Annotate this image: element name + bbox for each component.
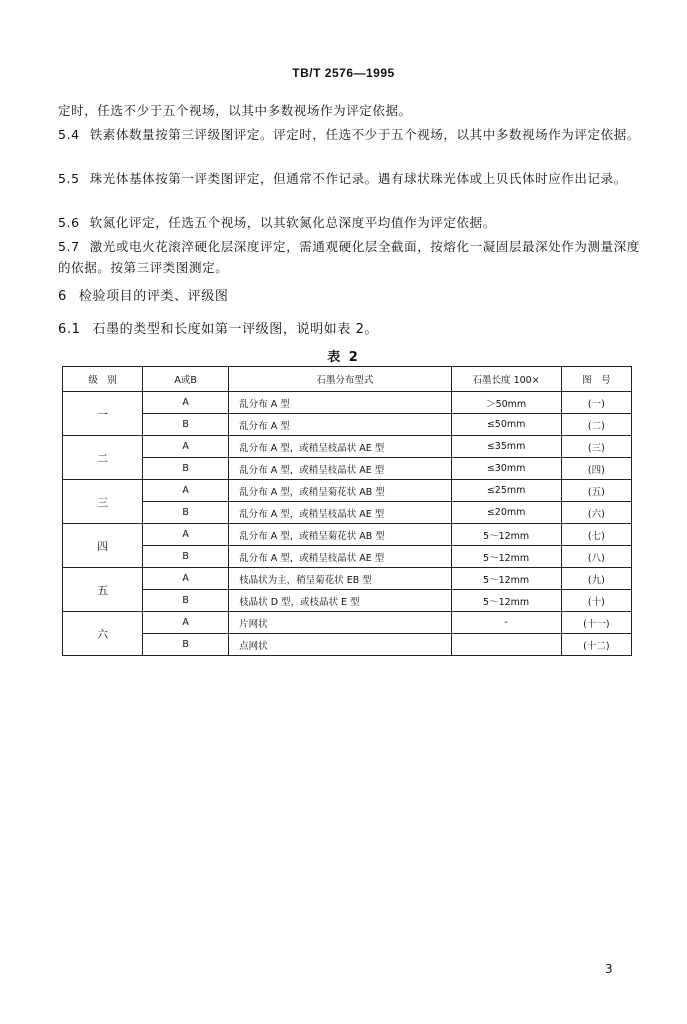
paragraph-number: 5.6 [58,215,80,230]
type-cell: A [143,568,229,590]
type-cell: A [143,524,229,546]
length-cell: 5～12mm [451,568,561,590]
figure-cell: (九) [561,568,631,590]
page-number: 3 [605,962,613,976]
graphite-table [62,366,632,656]
type-cell: B [143,590,229,612]
table-row [63,502,632,524]
length-cell: 5～12mm [451,524,561,546]
paragraph-number: 5.7 [58,239,80,254]
header-figure-no: 图 号 [561,367,631,392]
type-cell: B [143,502,229,524]
grade-cell: 一 [63,392,143,436]
length-cell [451,634,561,656]
paragraph-5-4 [58,124,640,145]
distribution-cell: 点网状 [229,634,451,656]
header-a-or-b: A或B [143,367,229,392]
paragraph-text: 激光或电火花滚淬硬化层深度评定，需通观硬化层全截面，按熔化一凝固层最深处作为测量深度的依据。按第三评类图测定。 [58,239,640,275]
figure-cell: (一) [561,392,631,414]
paragraph-text: 珠光体基体按第一评类图评定，但通常不作记录。遇有球状珠光体或上贝氏体时应作出记录。 [89,171,627,186]
table-row [63,634,632,656]
table-row [63,546,632,568]
table-row [63,458,632,480]
grade-cell: 四 [63,524,143,568]
section-text: 石墨的类型和长度如第一评级图，说明如表 2。 [92,322,379,337]
distribution-cell: 乱分布 A 型 [229,414,451,436]
distribution-cell: 乱分布 A 型，或稍呈枝晶状 AE 型 [229,546,451,568]
table-row [63,590,632,612]
distribution-cell: 乱分布 A 型，或稍呈枝晶状 AE 型 [229,458,451,480]
table-row [63,436,632,458]
distribution-cell: 乱分布 A 型，或稍呈枝晶状 AE 型 [229,436,451,458]
length-cell: ≤25mm [451,480,561,502]
grade-cell: 六 [63,612,143,656]
grade-cell: 五 [63,568,143,612]
header-grade: 级 别 [63,367,143,392]
type-cell: B [143,414,229,436]
paragraph-5-5 [58,168,640,189]
distribution-cell: 乱分布 A 型，或稍呈菊花状 AB 型 [229,480,451,502]
paragraph-5-6 [58,212,640,233]
grade-cell: 三 [63,480,143,524]
section-title: 检验项目的评类、评级图 [78,289,229,304]
section-number: 6 [58,289,67,304]
table-header-row [63,367,632,392]
section-6-heading [58,287,228,307]
table-row [63,568,632,590]
figure-cell: (五) [561,480,631,502]
grade-cell: 二 [63,436,143,480]
section-number: 6.1 [58,322,81,337]
distribution-cell: 乱分布 A 型，或稍呈枝晶状 AE 型 [229,502,451,524]
distribution-cell: 片网状 [229,612,451,634]
header-distribution: 石墨分布型式 [229,367,451,392]
distribution-cell: 乱分布 A 型，或稍呈菊花状 AB 型 [229,524,451,546]
type-cell: A [143,436,229,458]
table-row [63,524,632,546]
table-caption: 表 2 [327,350,360,365]
figure-cell: (二) [561,414,631,436]
distribution-cell: 枝晶状为主，稍呈菊花状 EB 型 [229,568,451,590]
figure-cell: (六) [561,502,631,524]
length-cell: 5～12mm [451,590,561,612]
length-cell: ≤20mm [451,502,561,524]
type-cell: A [143,612,229,634]
type-cell: A [143,392,229,414]
length-cell: ＞50mm [451,392,561,414]
length-cell: ≤35mm [451,436,561,458]
paragraph-continued [58,100,640,121]
length-cell: ≤30mm [451,458,561,480]
figure-cell: (十) [561,590,631,612]
paragraph-text: 软氮化评定，任选五个视场，以其软氮化总深度平均值作为评定依据。 [89,215,496,230]
page-header: TB/T 2576—1995 [292,66,395,80]
header-length: 石墨长度 100× [451,367,561,392]
figure-cell: (三) [561,436,631,458]
distribution-cell: 乱分布 A 型 [229,392,451,414]
figure-cell: (十二) [561,634,631,656]
paragraph-number: 5.4 [58,127,80,142]
section-6-1 [58,320,378,340]
distribution-cell: 枝晶状 D 型，或枝晶状 E 型 [229,590,451,612]
type-cell: B [143,634,229,656]
length-cell: 5～12mm [451,546,561,568]
length-cell: ≤50mm [451,414,561,436]
paragraph-text: 铁素体数量按第三评级图评定。评定时，任选不少于五个视场，以其中多数视场作为评定依据。 [89,127,640,142]
table-row [63,480,632,502]
type-cell: B [143,458,229,480]
paragraph-5-7 [58,236,640,278]
figure-cell: (七) [561,524,631,546]
paragraph-text: 定时，任选不少于五个视场，以其中多数视场作为评定依据。 [58,103,412,118]
type-cell: A [143,480,229,502]
table-row [63,392,632,414]
figure-cell: (八) [561,546,631,568]
table-row [63,414,632,436]
figure-cell: (十一) [561,612,631,634]
figure-cell: (四) [561,458,631,480]
table-row [63,612,632,634]
type-cell: B [143,546,229,568]
paragraph-number: 5.5 [58,171,80,186]
length-cell: - [451,612,561,634]
